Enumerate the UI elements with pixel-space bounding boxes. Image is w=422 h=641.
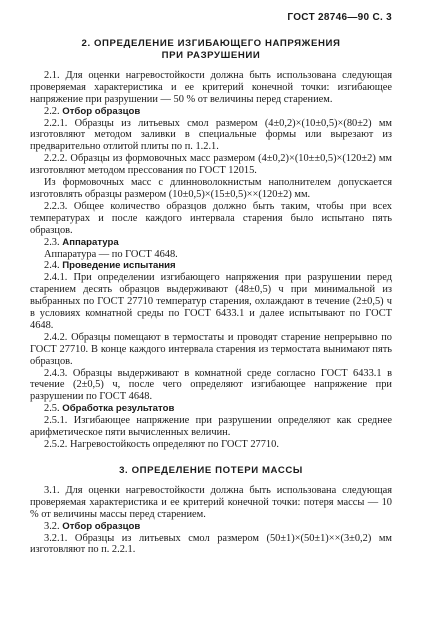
subheading-2-3-number: 2.3. [44, 236, 60, 248]
subheading-3-2-title: Отбор образцов [62, 520, 141, 532]
subheading-2-5-title: Обработка результатов [62, 403, 175, 415]
subheading-2-2-title: Отбор образцов [62, 105, 141, 117]
paragraph-2-3: Аппаратура — по ГОСТ 4648. [44, 248, 178, 260]
subheading-2-3-title: Аппаратура [62, 236, 119, 248]
subheading-3-2-number: 3.2. [44, 520, 60, 532]
section-3-title: 3. ОПРЕДЕЛЕНИЕ ПОТЕРИ МАССЫ [119, 464, 303, 476]
paragraph-2-4-3: 2.4.3. Образцы выдерживают в комнатной среде согласно ГОСТ 6433.1 в течение (2±0,5) ч, после чего определяют изгибающее напряжение при разрушении по ГОСТ 4648. [30, 367, 392, 403]
paragraph-2-2-1: 2.2.1. Образцы из литьевых смол размером (4±0,2)×(10±0,5)×(80±2) мм изготовляют методом заливки в специальные формы или вырезают из предварительно отлитой плиты по п. 1.2.1. [30, 117, 392, 153]
paragraph-2-5-2: 2.5.2. Нагревостойкость определяют по ГОСТ 27710. [44, 439, 279, 450]
subheading-2-5 [30, 403, 392, 415]
subheading-2-2-number: 2.2. [44, 105, 60, 117]
paragraph-2-2-2: 2.2.2. Образцы из формовочных масс размером (4±0,2)×(10±±0,5)×(120±2) мм изготовляют методом прессования по ГОСТ 12015. [30, 153, 392, 177]
section-2-title-line-2: ПРИ РАЗРУШЕНИИ [161, 49, 261, 61]
subheading-2-2 [30, 106, 392, 118]
section-2-title [30, 38, 392, 62]
paragraph-2-2-3: 2.2.3. Общее количество образцов должно быть таким, чтобы при всех температурах и после каждого интервала старения было испытано пять образцов. [30, 200, 392, 236]
paragraph-3-1: 3.1. Для оценки нагревостойкости должна быть использована следующая проверяемая характеристика и ее критерий конечной точки: потеря массы — 10 % от величины массы перед старением. [30, 484, 392, 520]
paragraph-2-4-1: 2.4.1. При определении изгибающего напряжения при разрушении перед старением десять образцов выдерживают (48±0,5) ч при минимальной из выбранных по ГОСТ 27710 температур старения, охлаждают в течение (2±0,5) ч в условиях комнатной среды по ГОСТ 6433.1 и далее испытывают по ГОСТ 4648. [30, 272, 392, 331]
subheading-2-4-number: 2.4. [44, 260, 60, 272]
paragraph-2-2-2-continued: Из формовочных масс с длинноволокнистым наполнителем допускается изготовлять образцы размером (10±0,5)×(15±0,5)××(120±2) мм. [30, 177, 392, 200]
paragraph-2-4-2: 2.4.2. Образцы помещают в термостаты и проводят старение непрерывно по ГОСТ 27710. В конце каждого интервала старения из термостата вынимают пять образцов. [30, 331, 392, 367]
subheading-2-3 [30, 237, 392, 249]
page-header: ГОСТ 28746—90 С. 3 [287, 12, 392, 23]
subheading-2-4-title: Проведение испытания [62, 260, 176, 272]
paragraph-2-1: 2.1. Для оценки нагревостойкости должна быть использована следующая проверяемая характеристика и ее критерий конечной точки: изгибающее напряжение при разрушении — 50 % от величины перед старением. [30, 69, 392, 105]
subheading-2-4 [30, 260, 392, 272]
section-2-title-line-1: 2. ОПРЕДЕЛЕНИЕ ИЗГИБАЮЩЕГО НАПРЯЖЕНИЯ [81, 37, 341, 49]
subheading-3-2 [30, 521, 392, 533]
paragraph-2-5-1: 2.5.1. Изгибающее напряжение при разрушении определяют как среднее арифметическое пяти вычисленных величин. [30, 415, 392, 439]
paragraph-3-2-1: 3.2.1. Образцы из литьевых смол размером (50±1)×(50±1)××(3±0,2) мм изготовляют по п. 2.2.1. [30, 532, 392, 556]
subheading-2-5-number: 2.5. [44, 403, 60, 415]
